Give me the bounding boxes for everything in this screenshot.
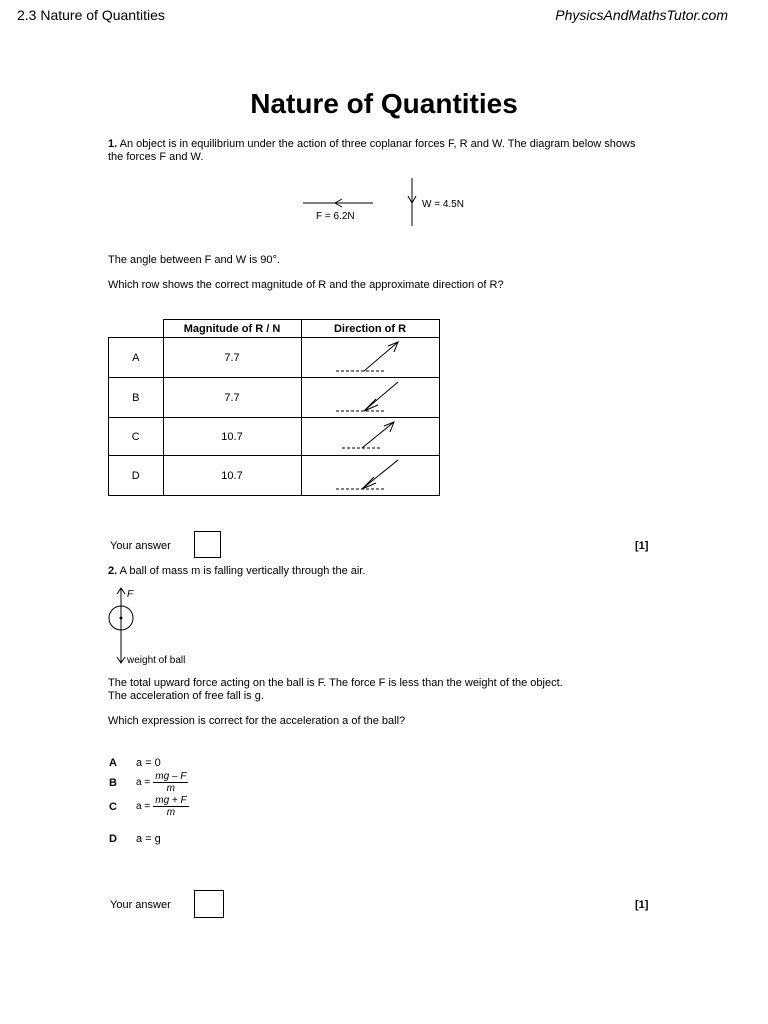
- fraction-denominator: m: [166, 783, 175, 794]
- row-direction: [301, 378, 439, 418]
- direction-arrow-icon: [330, 378, 410, 414]
- table-row: [109, 418, 440, 456]
- q1-answer-box[interactable]: [194, 531, 221, 558]
- row-magnitude: 10.7: [163, 456, 301, 496]
- q2-text: A ball of mass m is falling vertically through the air.: [119, 565, 366, 577]
- q2-number: 2.: [108, 565, 118, 577]
- q2-intro: [108, 565, 365, 578]
- direction-arrow-icon: [330, 456, 410, 492]
- q2-option-letter: B: [109, 777, 117, 789]
- row-letter: B: [109, 378, 164, 418]
- q2-question: Which expression is correct for the acceleration a of the ball?: [108, 715, 406, 727]
- row-letter: A: [109, 338, 164, 378]
- header-chapter: 2.3 Nature of Quantities: [17, 7, 165, 23]
- q1-f-label: F = 6.2N: [316, 211, 355, 222]
- q1-intro: [108, 138, 708, 164]
- fraction-numerator: mg + F: [155, 795, 187, 806]
- page-title: Nature of Quantities: [250, 88, 518, 119]
- row-direction: [301, 418, 439, 456]
- q1-number: 1.: [108, 138, 118, 150]
- row-direction: [301, 338, 439, 378]
- header-site: PhysicsAndMathsTutor.com: [555, 7, 728, 23]
- table-header-blank: [109, 320, 164, 338]
- table-row: [109, 378, 440, 418]
- q1-answer-label: Your answer: [110, 540, 171, 552]
- row-magnitude: 7.7: [163, 338, 301, 378]
- direction-arrow-icon: [330, 418, 410, 452]
- q2-option-letter: A: [109, 757, 117, 769]
- q2-option-fraction: [153, 771, 188, 794]
- q1-w-label: W = 4.5N: [422, 199, 464, 210]
- q2-text2-line1: The total upward force acting on the ball is F. The force F is less than the weight of the object.: [108, 677, 563, 689]
- q2-option-lhs: a =: [136, 801, 151, 812]
- row-letter: C: [109, 418, 164, 456]
- fraction-denominator: m: [166, 807, 176, 818]
- direction-arrow-icon: [330, 338, 410, 374]
- q2-answer-box[interactable]: [194, 890, 224, 918]
- q2-option-expr: [136, 771, 188, 794]
- table-row: [109, 338, 440, 378]
- row-magnitude: 10.7: [163, 418, 301, 456]
- fraction-numerator: mg – F: [155, 771, 187, 782]
- row-magnitude: 7.7: [163, 378, 301, 418]
- q1-question: Which row shows the correct magnitude of R and the approximate direction of R?: [108, 279, 504, 291]
- q2-option-lhs: a =: [136, 777, 151, 788]
- q1-text-line2: the forces F and W.: [108, 151, 204, 163]
- q2-option-letter: C: [109, 801, 117, 813]
- table-header-direction: Direction of R: [301, 320, 439, 338]
- row-letter: D: [109, 456, 164, 496]
- table-header-row: [109, 320, 440, 338]
- q1-options-table: [108, 319, 440, 496]
- table-header-magnitude: Magnitude of R / N: [163, 320, 301, 338]
- q1-text-line1: An object is in equilibrium under the action of three coplanar forces F, R and W. The diagram below shows: [119, 138, 636, 150]
- q2-option-expr: a = g: [136, 833, 161, 845]
- table-row: [109, 456, 440, 496]
- q2-text2-line2: The acceleration of free fall is g.: [108, 690, 264, 702]
- q2-option-expr: a = 0: [136, 757, 161, 769]
- q2-option-expr: [136, 795, 189, 818]
- row-direction: [301, 456, 439, 496]
- q1-angle-text: The angle between F and W is 90°.: [108, 254, 280, 266]
- q2-weight-label: weight of ball: [127, 655, 186, 666]
- q2-marks: [1]: [635, 899, 649, 911]
- q2-option-fraction: [153, 795, 188, 818]
- q1-marks: [1]: [635, 540, 649, 552]
- q2-f-label: F: [127, 589, 134, 600]
- q2-option-letter: D: [109, 833, 117, 845]
- q2-description: [108, 677, 563, 703]
- q2-answer-label: Your answer: [110, 899, 171, 911]
